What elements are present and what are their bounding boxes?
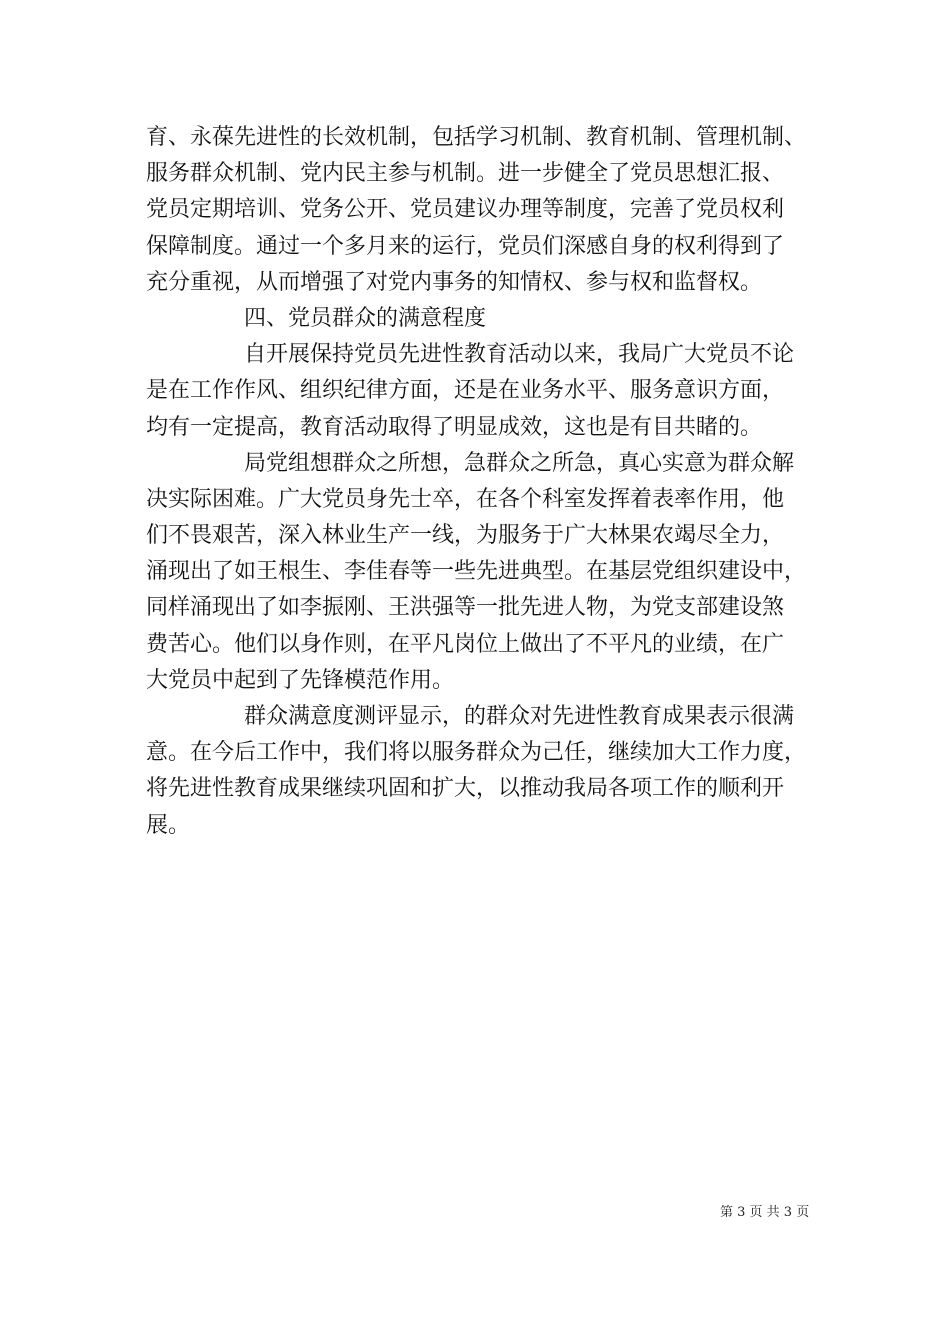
body-line: 同样涌现出了如李振刚、王洪强等一批先进人物，为党支部建设煞 [146, 595, 785, 621]
paragraph-first-line: 群众满意度测评显示，的群众对先进性教育成果表示很满 [244, 704, 795, 729]
body-line: 将先进性教育成果继续巩固和扩大，以推动我局各项工作的顺利开 [146, 776, 785, 802]
paragraph-first-line: 自开展保持党员先进性教育活动以来，我局广大党员不论 [244, 342, 795, 368]
document-body [146, 120, 836, 844]
page-number-footer: 第 3 页 共 3 页 [720, 1205, 810, 1220]
body-line: 展。 [146, 812, 191, 838]
body-line: 决实际困难。广大党员身先士卒，在各个科室发挥着表率作用，他 [146, 486, 785, 512]
body-line: 充分重视，从而增强了对党内事务的知情权、参与权和监督权。 [146, 269, 763, 295]
body-line: 服务群众机制、党内民主参与机制。进一步健全了党员思想汇报、 [146, 161, 785, 187]
body-line: 意。在今后工作中，我们将以服务群众为己任，继续加大工作力度， [146, 740, 807, 766]
body-line: 大党员中起到了先锋模范作用。 [146, 667, 455, 693]
section-heading: 四、党员群众的满意程度 [244, 305, 487, 331]
body-line: 保障制度。通过一个多月来的运行，党员们深感自身的权利得到了 [146, 233, 785, 259]
paragraph-first-line: 局党组想群众之所想，急群众之所急，真心实意为群众解 [244, 450, 795, 476]
body-line: 是在工作作风、组织纪律方面，还是在业务水平、服务意识方面， [146, 378, 785, 404]
body-line: 党员定期培训、党务公开、党员建议办理等制度，完善了党员权利 [146, 197, 785, 223]
body-line: 们不畏艰苦，深入林业生产一线，为服务于广大林果农竭尽全力， [146, 523, 785, 549]
body-line: 育、永葆先进性的长效机制，包括学习机制、教育机制、管理机制、 [146, 125, 807, 150]
body-line: 均有一定提高，教育活动取得了明显成效，这也是有目共睹的。 [146, 414, 763, 440]
body-line: 涌现出了如王根生、李佳春等一些先进典型。在基层党组织建设中， [146, 559, 807, 585]
body-line: 费苦心。他们以身作则，在平凡岗位上做出了不平凡的业绩，在广 [146, 631, 785, 657]
